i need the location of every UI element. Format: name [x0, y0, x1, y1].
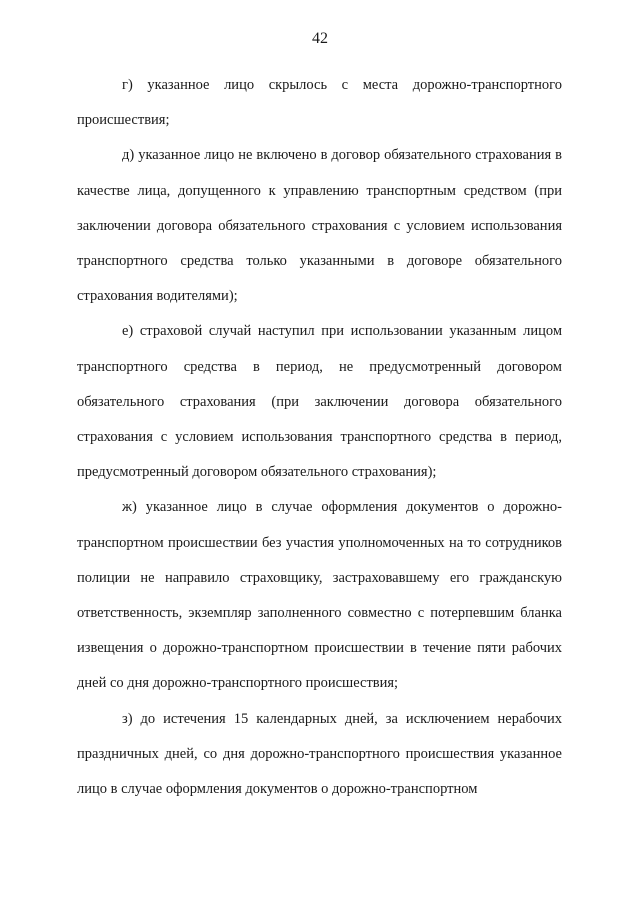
paragraph-d: д) указанное лицо не включено в договор обязательного страхования в качестве лица, допущенного к управлению транспортным средством (при заключении договора обязательного страхования с условием использования транспортного средства только указанными в договоре обязательного страхования водителями); [77, 147, 562, 305]
paragraph-z: з) до истечения 15 календарных дней, за исключением нерабочих праздничных дней, со дня дорожно-транспортного происшествия указанное лицо в случае оформления документов о дорожно-транспортном [77, 710, 562, 798]
paragraph-e: е) страховой случай наступил при использовании указанным лицом транспортного средства в период, не предусмотренный договором обязательного страхования (при заключении договора обязательного страхования с условием использования транспортного средства в период, предусмотренный договором обязательного страхования); [77, 323, 562, 481]
page-number: 42 [312, 30, 328, 47]
paragraph-zh: ж) указанное лицо в случае оформления документов о дорожно-транспортном происшествии без участия уполномоченных на то сотрудников полиции не направило страховщику, застраховавшему его гражданскую ответственность, экземпляр заполненного совместно с потерпевшим бланка извещения о дорожно-транспортном происшествии в течение пяти рабочих дней со дня дорожно-транспортного происшествия; [77, 499, 562, 692]
paragraph-g: г) указанное лицо скрылось с места дорожно-транспортного происшествия; [77, 77, 562, 129]
document-body [77, 68, 562, 807]
